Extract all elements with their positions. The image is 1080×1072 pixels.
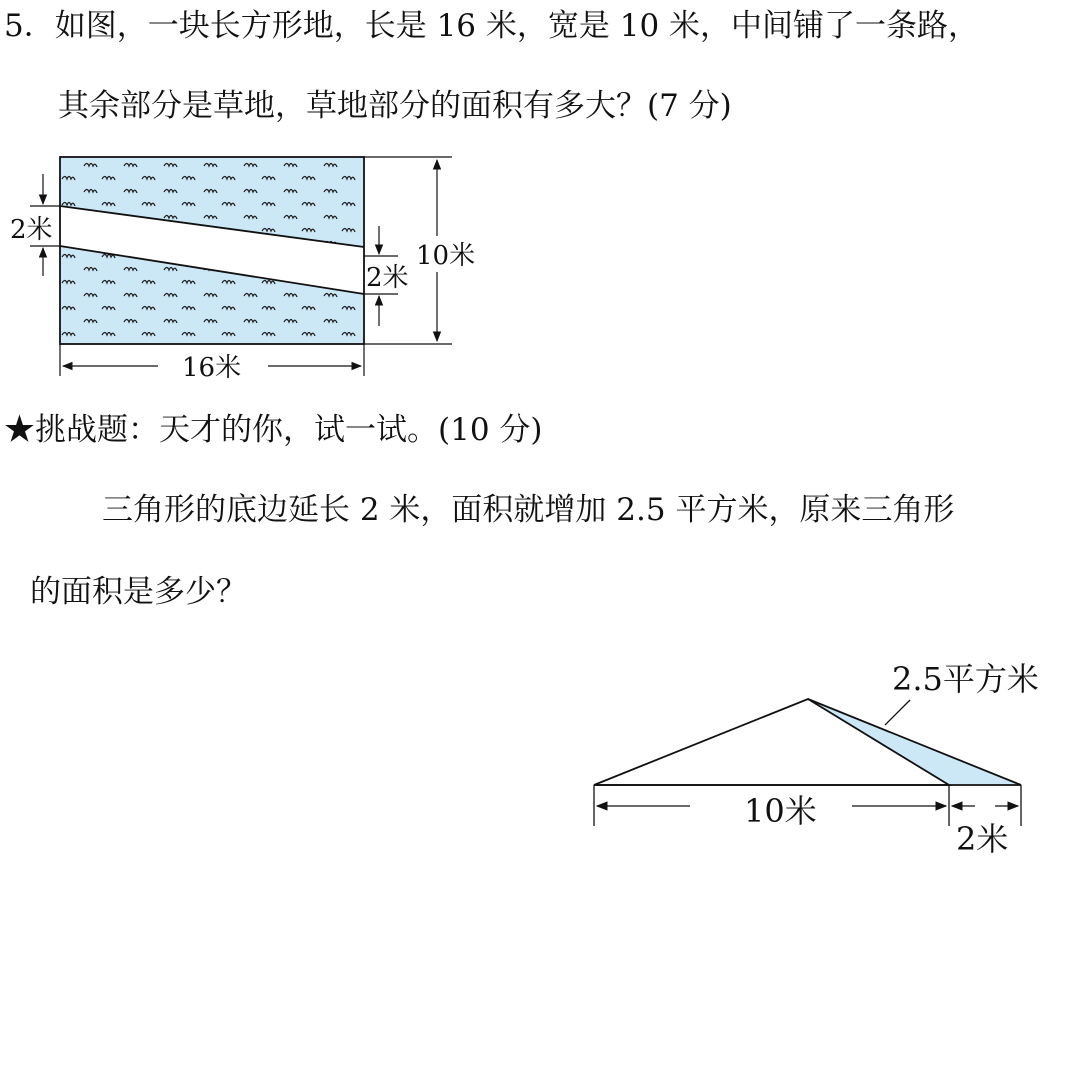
challenge-text-line-2: 的面积是多少？ [30, 574, 247, 610]
grass-top-texture [60, 157, 364, 247]
extension-length-label: 2米 [956, 820, 1009, 858]
area-leader-line [885, 700, 910, 725]
extended-side [808, 699, 1021, 785]
right-road-width-label: 2米 [366, 263, 409, 293]
question-5-text-line-1: 5．如图，一块长方形地，长是 16 米，宽是 10 米，中间铺了一条路， [4, 8, 980, 44]
left-road-width-label: 2米 [10, 215, 53, 245]
base-length-label: 10米 [744, 792, 817, 830]
question-5-text-line-2: 其余部分是草地，草地部分的面积有多大？(7 分) [58, 88, 732, 124]
added-area-label: 2.5平方米 [892, 660, 1039, 698]
grass-bottom-texture [60, 246, 364, 344]
rectangle-field-figure [10, 157, 475, 383]
height-label: 10米 [416, 241, 476, 271]
triangle-figure [594, 660, 1039, 858]
challenge-text-line-1: 三角形的底边延长 2 米，面积就增加 2.5 平方米，原来三角形 [102, 492, 955, 528]
challenge-title: ★挑战题：天才的你，试一试。(10 分) [4, 412, 543, 448]
length-label: 16米 [182, 353, 242, 383]
